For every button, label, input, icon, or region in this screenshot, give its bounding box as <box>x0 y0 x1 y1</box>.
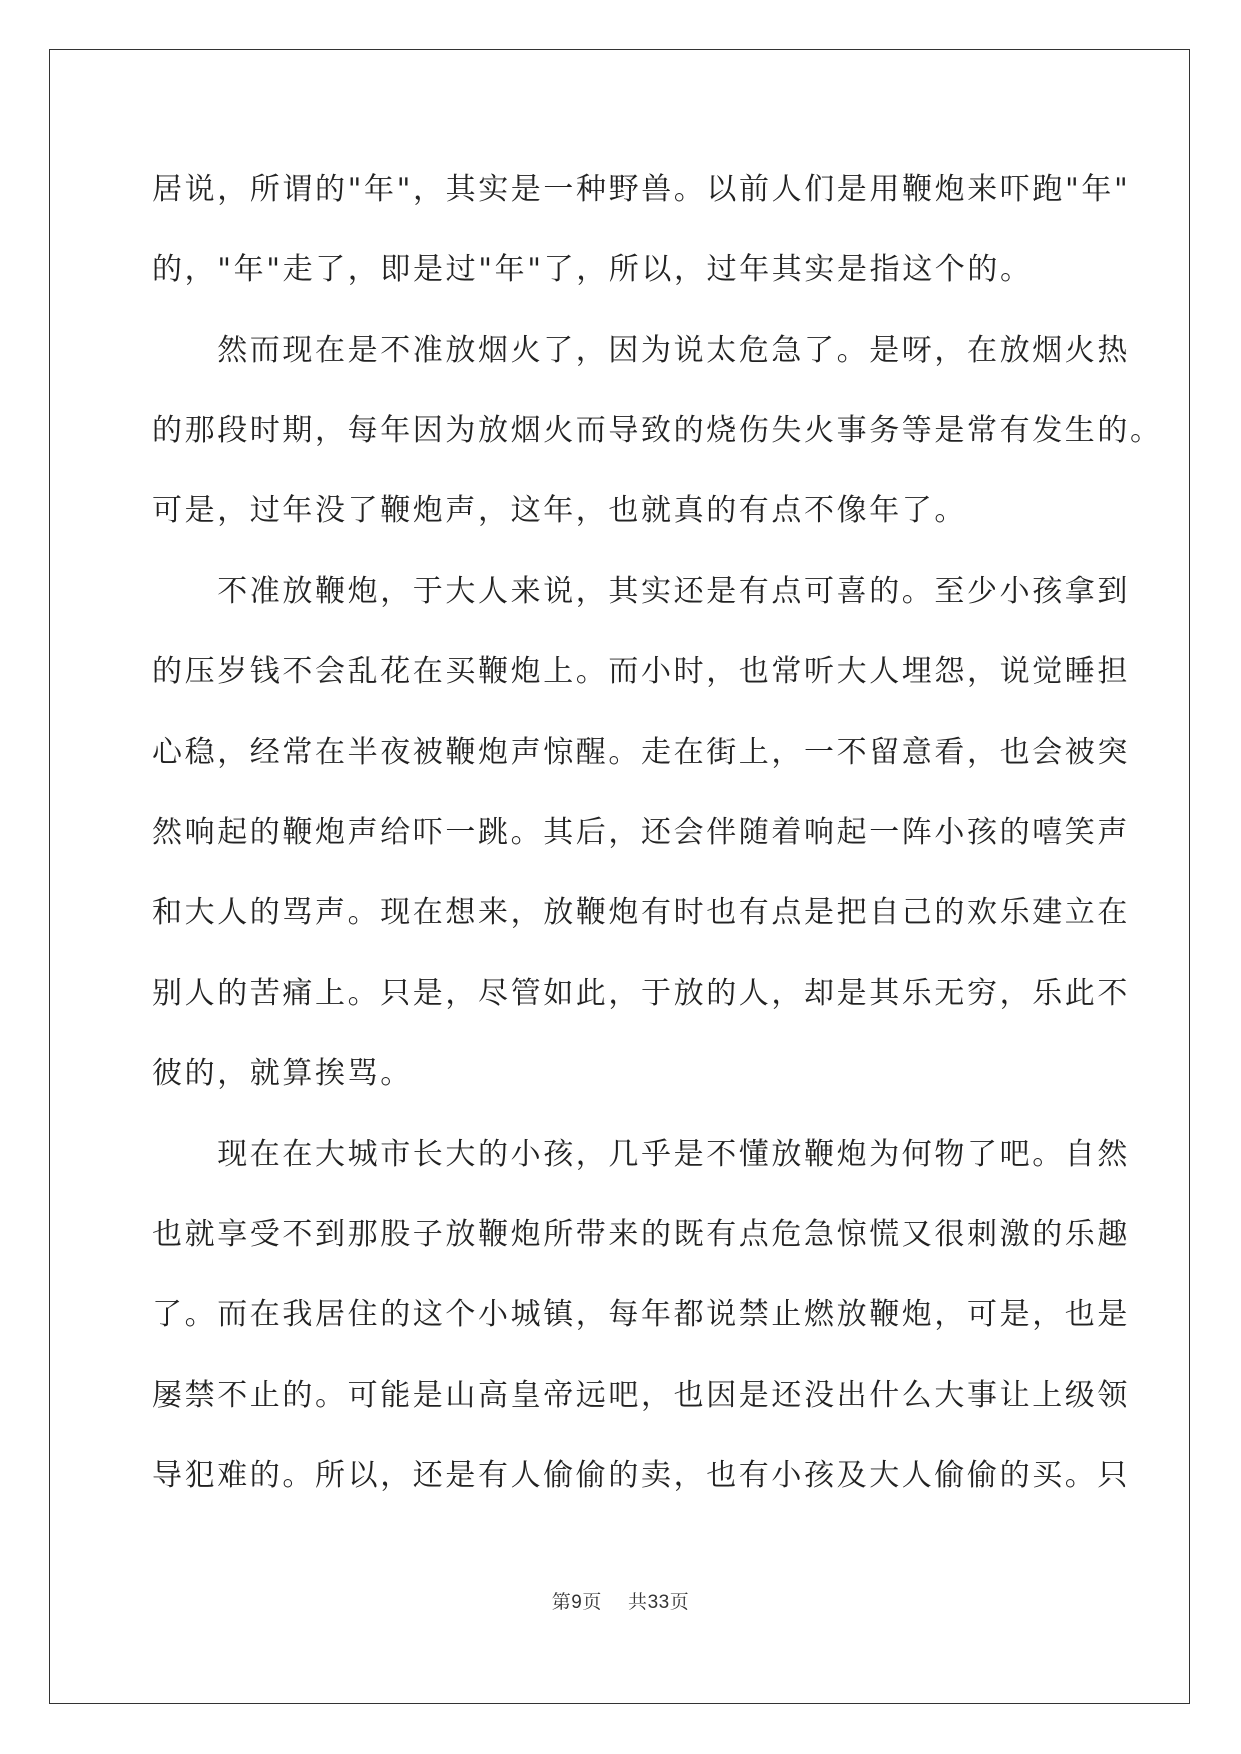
text-line: 心稳，经常在半夜被鞭炮声惊醒。走在街上，一不留意看，也会被突 <box>152 735 1130 770</box>
text-line: 不准放鞭炮，于大人来说，其实还是有点可喜的。至少小孩拿到 <box>152 574 1130 609</box>
text-line: 然而现在是不准放烟火了，因为说太危急了。是呀，在放烟火热 <box>152 333 1130 368</box>
total-prefix: 共 <box>628 1591 648 1613</box>
text-line: 的那段时期，每年因为放烟火而导致的烧伤失火事务等是常有发生的。 <box>152 413 1163 448</box>
text-line: 可是，过年没了鞭炮声，这年，也就真的有点不像年了。 <box>152 493 967 528</box>
text-line: 屡禁不止的。可能是山高皇帝远吧，也因是还没出什么大事让上级领 <box>152 1378 1130 1413</box>
page-footer <box>0 1590 1241 1615</box>
text-line: 现在在大城市长大的小孩，几乎是不懂放鞭炮为何物了吧。自然 <box>152 1137 1130 1172</box>
text-line: 的，"年"走了，即是过"年"了，所以，过年其实是指这个的。 <box>152 252 1033 287</box>
text-line: 也就享受不到那股子放鞭炮所带来的既有点危急惊慌又很刺激的乐趣 <box>152 1217 1130 1252</box>
page-total: 33 <box>647 1592 670 1613</box>
text-line: 别人的苦痛上。只是，尽管如此，于放的人，却是其乐无穷，乐此不 <box>152 976 1130 1011</box>
page-prefix: 第 <box>551 1591 572 1613</box>
text-line: 然响起的鞭炮声给吓一跳。其后，还会伴随着响起一阵小孩的嘻笑声 <box>152 815 1130 850</box>
text-line: 导犯难的。所以，还是有人偷偷的卖，也有小孩及大人偷偷的买。只 <box>152 1458 1130 1493</box>
text-line: 的压岁钱不会乱花在买鞭炮上。而小时，也常听大人埋怨，说觉睡担 <box>152 654 1130 689</box>
text-line: 彼的，就算挨骂。 <box>152 1056 413 1091</box>
text-line: 居说，所谓的"年"，其实是一种野兽。以前人们是用鞭炮来吓跑"年" <box>152 172 1131 207</box>
text-line: 了。而在我居住的这个小城镇，每年都说禁止燃放鞭炮，可是，也是 <box>152 1297 1130 1332</box>
total-unit: 页 <box>669 1591 690 1613</box>
page-current: 9 <box>571 1592 583 1613</box>
page-unit: 页 <box>582 1591 602 1613</box>
text-line: 和大人的骂声。现在想来，放鞭炮有时也有点是把自己的欢乐建立在 <box>152 895 1130 930</box>
